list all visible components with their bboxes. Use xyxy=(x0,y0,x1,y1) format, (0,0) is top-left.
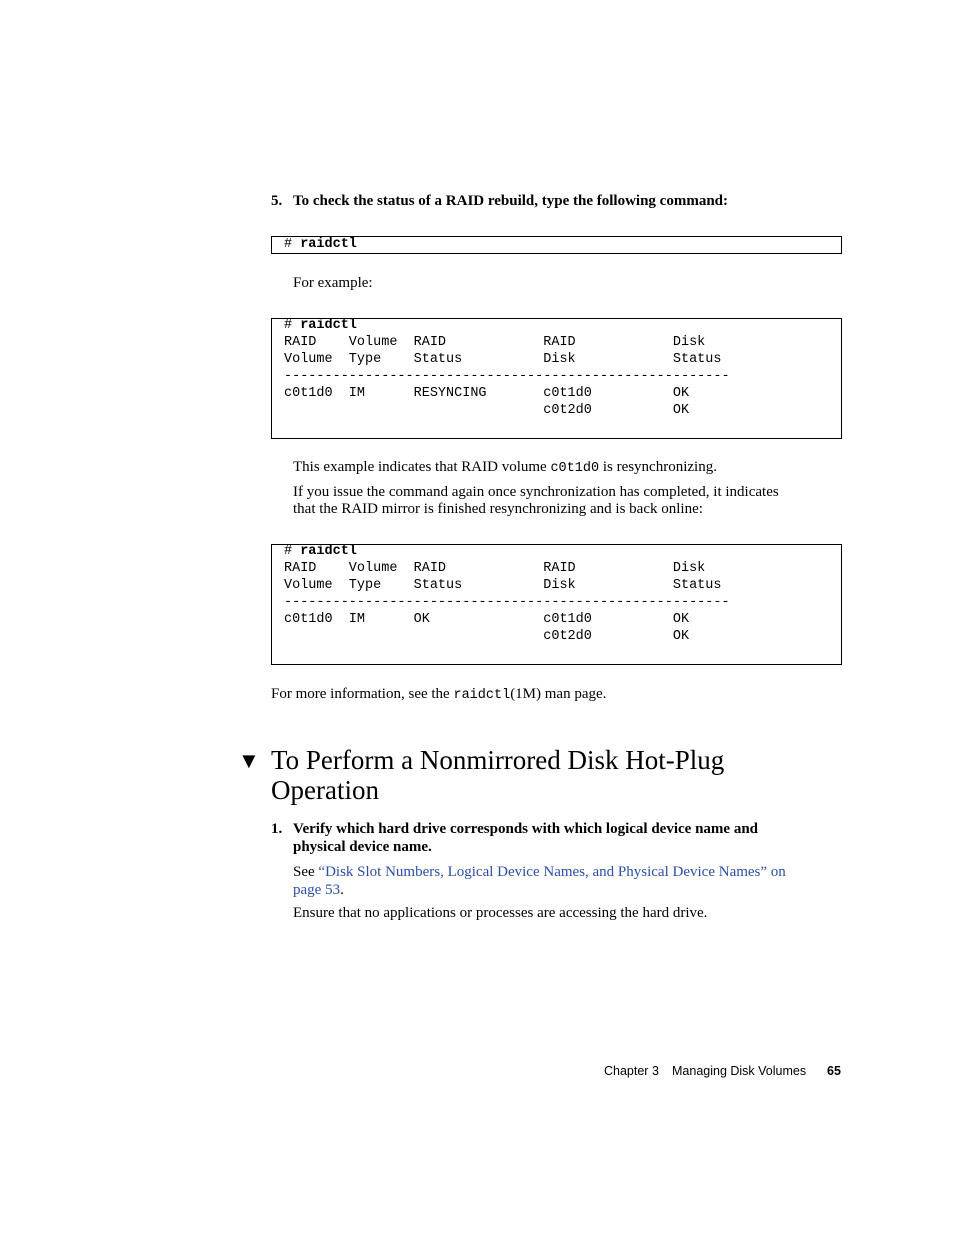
inline-code: raidctl xyxy=(453,688,511,703)
resync-text-after: is resynchronizing. xyxy=(599,459,717,475)
command-text: raidctl xyxy=(300,544,357,559)
code-block-ok-example xyxy=(271,544,842,665)
heading-line-2: Operation xyxy=(271,775,379,805)
shell-prompt: # xyxy=(284,544,301,559)
step-5 xyxy=(271,192,851,210)
inline-code: c0t1d0 xyxy=(550,461,600,476)
output-line: c0t1d0 IM RESYNCING c0t1d0 OK xyxy=(284,386,690,401)
output-line: ------------------------------------------------------- xyxy=(284,369,730,384)
more-info-text-before: For more information, see the xyxy=(271,686,454,702)
again-line-2: that the RAID mirror is finished resynchronizing and is back online: xyxy=(293,501,703,517)
page-number: 65 xyxy=(827,1064,841,1078)
ensure-paragraph: Ensure that no applications or processes are accessing the hard drive. xyxy=(293,905,708,921)
command-text: raidctl xyxy=(300,237,357,252)
code-block-resyncing-example xyxy=(271,318,842,439)
step-number: 5. xyxy=(271,193,283,209)
output-line: c0t1d0 IM OK c0t1d0 OK xyxy=(284,612,690,627)
section-marker-icon: ▼ xyxy=(238,748,260,773)
footer-chapter: Chapter 3 xyxy=(604,1064,659,1078)
output-line: Volume Type Status Disk Status xyxy=(284,578,722,593)
step-line-2: physical device name. xyxy=(293,839,432,855)
shell-prompt: # xyxy=(284,237,301,252)
for-example-text: For example: xyxy=(293,275,373,291)
step-text: To check the status of a RAID rebuild, type the following command: xyxy=(293,193,729,209)
see-text-before: See xyxy=(293,864,319,880)
output-line: ------------------------------------------------------- xyxy=(284,595,730,610)
output-line: RAID Volume RAID RAID Disk xyxy=(284,561,706,576)
section-heading xyxy=(271,745,871,805)
cross-reference-link[interactable]: “Disk Slot Numbers, Logical Device Names, and Physical Device Names” on xyxy=(318,864,786,880)
more-info-paragraph xyxy=(271,686,606,704)
code-block-command xyxy=(271,236,842,254)
output-line: c0t2d0 OK xyxy=(284,629,690,644)
footer-chapter-title: Managing Disk Volumes xyxy=(672,1064,807,1078)
cross-reference-link-page[interactable]: page 53 xyxy=(293,882,341,898)
output-line: Volume Type Status Disk Status xyxy=(284,352,722,367)
step-line-1: Verify which hard drive corresponds with which logical device name and xyxy=(293,821,759,837)
see-text-after: . xyxy=(340,882,344,898)
resync-paragraph xyxy=(293,459,717,477)
heading-line-1: To Perform a Nonmirrored Disk Hot-Plug xyxy=(271,745,725,775)
again-paragraph xyxy=(293,484,853,518)
command-text: raidctl xyxy=(300,318,357,333)
again-line-1: If you issue the command again once synchronization has completed, it indicates xyxy=(293,484,779,500)
shell-prompt: # xyxy=(284,318,301,333)
output-line: c0t2d0 OK xyxy=(284,403,690,418)
output-line: RAID Volume RAID RAID Disk xyxy=(284,335,706,350)
step-1 xyxy=(271,820,851,856)
more-info-text-after: (1M) man page. xyxy=(510,686,607,702)
step-number: 1. xyxy=(271,821,283,837)
see-paragraph xyxy=(293,863,853,899)
resync-text-before: This example indicates that RAID volume xyxy=(293,459,551,475)
